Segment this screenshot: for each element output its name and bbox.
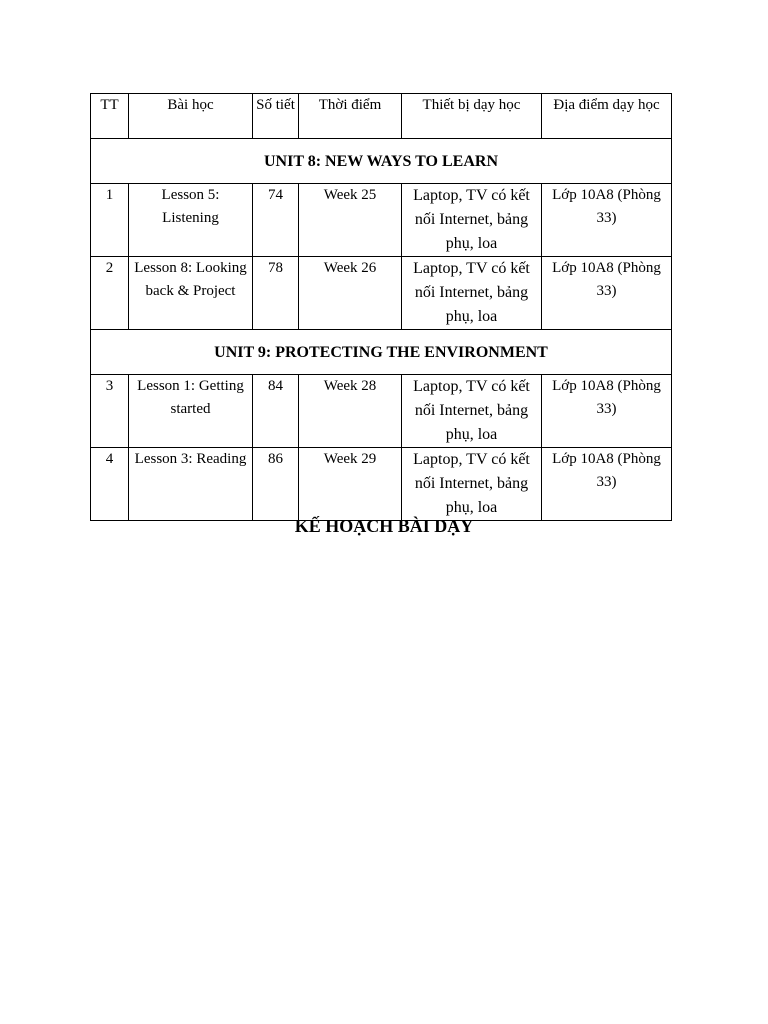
table-row xyxy=(91,184,672,257)
cell-week: Week 29 xyxy=(299,448,402,521)
cell-lesson: Lesson 8: Looking back & Project xyxy=(129,257,253,330)
unit-heading-row xyxy=(91,139,672,184)
cell-location: Lớp 10A8 (Phòng 33) xyxy=(542,448,672,521)
table-row xyxy=(91,257,672,330)
cell-lesson: Lesson 5: Listening xyxy=(129,184,253,257)
cell-equipment: Laptop, TV có kết nối Internet, bảng phụ, loa xyxy=(402,375,542,448)
cell-lesson: Lesson 3: Reading xyxy=(129,448,253,521)
cell-location: Lớp 10A8 (Phòng 33) xyxy=(542,184,672,257)
cell-tt: 4 xyxy=(91,448,129,521)
cell-period: 74 xyxy=(253,184,299,257)
cell-tt: 2 xyxy=(91,257,129,330)
table-header-row xyxy=(91,94,672,139)
cell-period: 78 xyxy=(253,257,299,330)
table-row xyxy=(91,448,672,521)
cell-tt: 3 xyxy=(91,375,129,448)
cell-location: Lớp 10A8 (Phòng 33) xyxy=(542,375,672,448)
document-title: KẾ HOẠCH BÀI DẠY xyxy=(294,516,474,536)
lesson-schedule-table xyxy=(90,93,672,521)
cell-lesson: Lesson 1: Getting started xyxy=(129,375,253,448)
cell-period: 86 xyxy=(253,448,299,521)
table-row xyxy=(91,375,672,448)
header-equipment: Thiết bị dạy học xyxy=(402,94,542,139)
header-lesson: Bài học xyxy=(129,94,253,139)
cell-period: 84 xyxy=(253,375,299,448)
cell-location: Lớp 10A8 (Phòng 33) xyxy=(542,257,672,330)
cell-week: Week 26 xyxy=(299,257,402,330)
cell-week: Week 25 xyxy=(299,184,402,257)
header-period: Số tiết xyxy=(253,94,299,139)
unit-title: UNIT 8: NEW WAYS TO LEARN xyxy=(91,139,672,184)
unit-heading-row xyxy=(91,330,672,375)
header-tt: TT xyxy=(91,94,129,139)
header-week: Thời điểm xyxy=(299,94,402,139)
unit-title: UNIT 9: PROTECTING THE ENVIRONMENT xyxy=(91,330,672,375)
cell-equipment: Laptop, TV có kết nối Internet, bảng phụ, loa xyxy=(402,257,542,330)
header-location: Địa điểm dạy học xyxy=(542,94,672,139)
cell-week: Week 28 xyxy=(299,375,402,448)
cell-equipment: Laptop, TV có kết nối Internet, bảng phụ, loa xyxy=(402,184,542,257)
cell-equipment: Laptop, TV có kết nối Internet, bảng phụ, loa xyxy=(402,448,542,521)
cell-tt: 1 xyxy=(91,184,129,257)
